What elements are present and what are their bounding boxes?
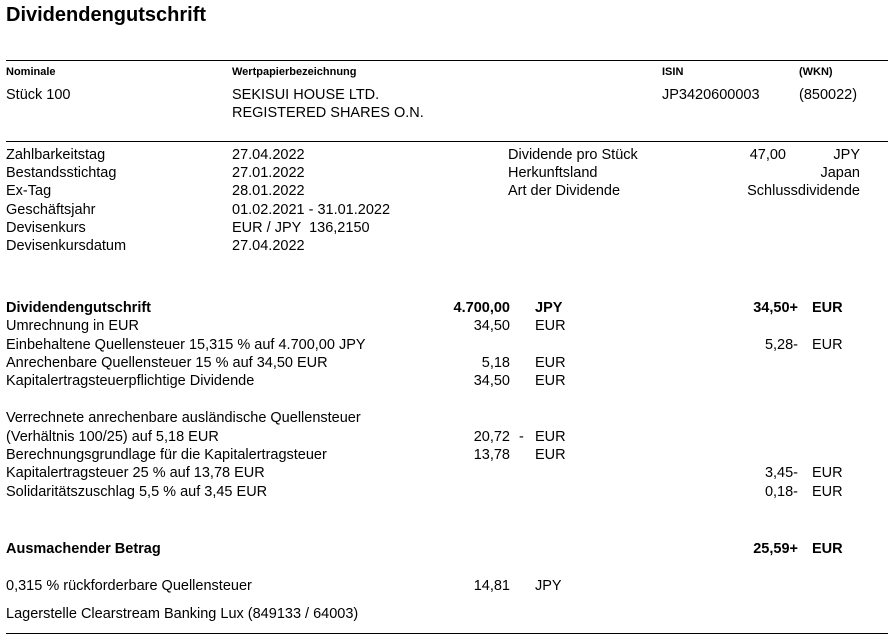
- ausmachender-betrag-currency: EUR: [812, 541, 843, 557]
- grundlage-currency: EUR: [535, 447, 566, 463]
- verrechnet-sign: -: [519, 429, 524, 445]
- ausmachender-betrag-label: Ausmachender Betrag: [6, 541, 161, 557]
- anrechenbar-amount: 5,18: [481, 355, 510, 371]
- einbehalten-label: Einbehaltene Quellensteuer 15,315 % auf 4.700,00 JPY: [6, 337, 366, 353]
- divider-mid: [6, 141, 888, 142]
- label-wkn: (WKN): [799, 66, 833, 78]
- grundlage-amount: 13,78: [473, 447, 510, 463]
- detail-value: 27.04.2022: [232, 238, 305, 254]
- detail-label: Devisenkurs: [6, 220, 86, 236]
- soli-total: 0,18-: [764, 484, 798, 500]
- nominale-value: Stück 100: [6, 87, 71, 103]
- gutschrift-currency: JPY: [535, 300, 563, 316]
- verrechnet-label: (Verhältnis 100/25) auf 5,18 EUR: [6, 429, 219, 445]
- kest-label: Kapitalertragsteuer 25 % auf 13,78 EUR: [6, 465, 265, 481]
- detail-value: 27.04.2022: [232, 147, 305, 163]
- wkn-value: (850022): [799, 87, 858, 103]
- grundlage-label: Berechnungsgrundlage für die Kapitalertragsteuer: [6, 447, 327, 463]
- refund-currency: JPY: [535, 578, 562, 594]
- verrechnet-currency: EUR: [535, 429, 566, 445]
- wertpapier-line2: REGISTERED SHARES O.N.: [232, 105, 424, 121]
- gutschrift-total: 34,50+: [753, 300, 798, 316]
- divider-bottom: [6, 633, 888, 634]
- anrechenbar-currency: EUR: [535, 355, 566, 371]
- kapitalpflichtig-amount: 34,50: [473, 373, 510, 389]
- verrechnet-amount: 20,72: [473, 429, 510, 445]
- refund-amount: 14,81: [473, 578, 510, 594]
- gutschrift-label: Dividendengutschrift: [6, 300, 152, 316]
- kapitalpflichtig-label: Kapitalertragsteuerpflichtige Dividende: [6, 373, 255, 389]
- label-isin: ISIN: [662, 66, 684, 78]
- detail-value: 27.01.2022: [232, 165, 305, 181]
- einbehalten-total: 5,28-: [764, 337, 798, 353]
- dividende-pro-stueck-label: Dividende pro Stück: [508, 147, 638, 163]
- kest-currency: EUR: [812, 465, 843, 481]
- wertpapier-line1: SEKISUI HOUSE LTD.: [232, 87, 380, 103]
- einbehalten-currency: EUR: [812, 337, 843, 353]
- detail-value: 28.01.2022: [232, 183, 305, 199]
- detail-label: Devisenkursdatum: [6, 238, 127, 254]
- detail-label: Geschäftsjahr: [6, 202, 96, 218]
- anrechenbar-label: Anrechenbare Quellensteuer 15 % auf 34,50 EUR: [6, 355, 328, 371]
- umrechnung-currency: EUR: [535, 318, 566, 334]
- divider-top: [6, 60, 888, 61]
- verrechnet-line1: Verrechnete anrechenbare ausländische Quellensteuer: [6, 410, 361, 426]
- art-der-dividende-value: Schlussdividende: [747, 183, 860, 199]
- label-nominale: Nominale: [6, 66, 56, 78]
- gutschrift-amount: 4.700,00: [453, 300, 510, 316]
- kapitalpflichtig-currency: EUR: [535, 373, 566, 389]
- detail-value: 01.02.2021 - 31.01.2022: [232, 202, 391, 218]
- label-wertpapier: Wertpapierbezeichnung: [232, 66, 357, 78]
- detail-value: EUR / JPY 136,2150: [232, 220, 370, 236]
- detail-label: Zahlbarkeitstag: [6, 147, 106, 163]
- art-der-dividende-label: Art der Dividende: [508, 183, 621, 199]
- soli-currency: EUR: [812, 484, 843, 500]
- herkunftsland-value: Japan: [820, 165, 860, 181]
- ausmachender-betrag-total: 25,59+: [753, 541, 798, 557]
- refund-label: 0,315 % rückforderbare Quellensteuer: [6, 578, 252, 594]
- detail-label: Ex-Tag: [6, 183, 52, 199]
- detail-label: Bestandsstichtag: [6, 165, 117, 181]
- umrechnung-amount: 34,50: [473, 318, 510, 334]
- kest-total: 3,45-: [764, 465, 798, 481]
- gutschrift-total-currency: EUR: [812, 300, 843, 316]
- soli-label: Solidaritätszuschlag 5,5 % auf 3,45 EUR: [6, 484, 268, 500]
- lagerstelle: Lagerstelle Clearstream Banking Lux (849133 / 64003): [6, 606, 359, 622]
- umrechnung-label: Umrechnung in EUR: [6, 318, 139, 334]
- dividende-pro-stueck-currency: JPY: [833, 147, 860, 163]
- herkunftsland-label: Herkunftsland: [508, 165, 598, 181]
- isin-value: JP3420600003: [662, 87, 760, 103]
- dividende-pro-stueck-value: 47,00: [749, 147, 786, 163]
- document-title: Dividendengutschrift: [6, 4, 207, 26]
